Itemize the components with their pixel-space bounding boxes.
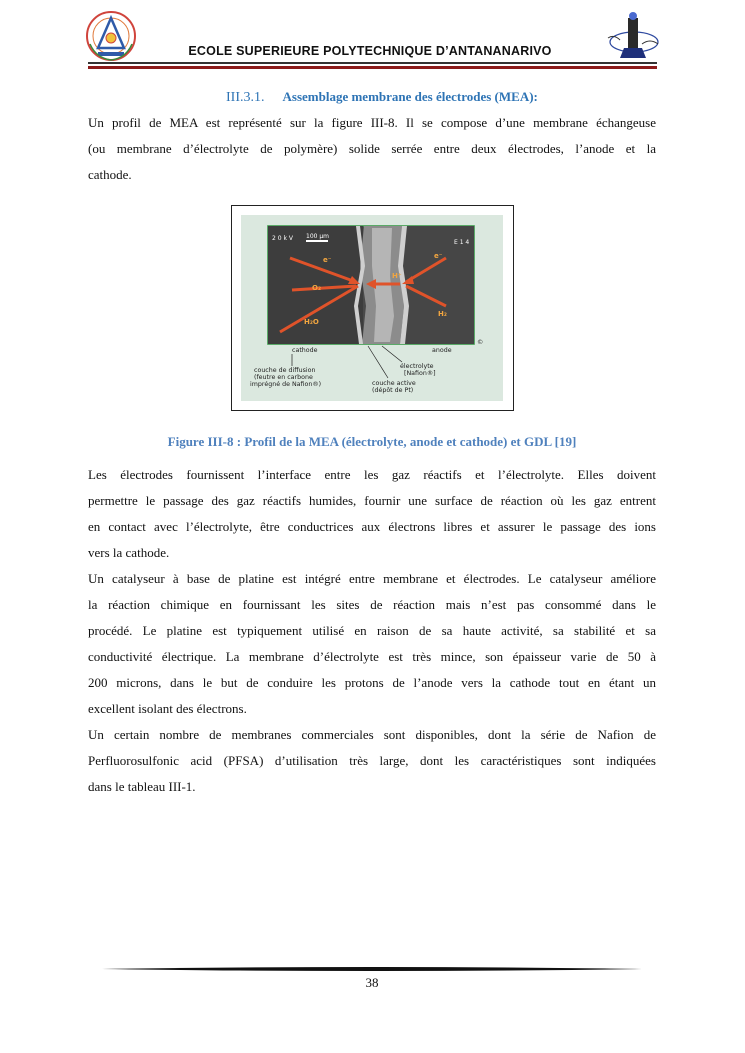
copyright-mark: © [477,339,484,346]
header-rule-bottom [88,66,657,69]
section-heading [226,89,538,106]
diffusion-label-3: imprégné de Nafion®) [250,381,322,388]
intro-paragraph [88,110,656,188]
text-line: la réaction chimique en fournissant les sites de réaction mais n’est pas consommé dans le [88,597,656,612]
electrolyte-label-1: électrolyte [400,363,434,370]
active-layer-label-2: (dépôt de Pt) [372,387,414,394]
text-line: permettre le passage des gaz réactifs humides, fournir une surface de réaction où les gaz entrent [88,493,656,508]
text-line: vers la cathode. [88,545,170,560]
proton-label: H⁺ [392,272,402,280]
electrolyte-label-2: [Nafion®] [404,370,436,377]
mea-micrograph [232,206,513,410]
h2-label: H₂ [438,310,447,318]
section-number: III.3.1. [226,90,265,105]
text-line: Perfluorosulfonic acid (PFSA) d’utilisation très large, dont les caractéristiques sont indiquées [88,753,656,768]
anode-label: anode [432,347,452,354]
scale-label: 100 µm [306,233,330,240]
text-line: cathode. [88,167,132,182]
micrograph-margin-text-right: E 1 4 [454,239,470,246]
text-line: en contact avec l’électrolyte, être conductrices aux électrons libres et assurer le passage des ions [88,519,656,534]
text-line: excellent isolant des électrons. [88,701,247,716]
micrograph-margin-text: 2 0 k V [272,235,293,242]
h2o-label: H₂O [304,318,319,326]
page-number: 38 [365,975,379,990]
electron-right: e⁻ [434,252,443,260]
text-line: Les électrodes fournissent l’interface entre les gaz réactifs et l’électrolyte. Elles doivent [88,467,656,482]
electron-left: e⁻ [323,256,332,264]
school-logo-right [604,8,660,64]
o2-label: O₂ [312,284,322,292]
active-layer-label-1: couche active [372,380,416,387]
school-name: ECOLE SUPERIEURE POLYTECHNIQUE D’ANTANANARIVO [188,44,552,58]
footer-rule [102,966,642,972]
text-line: (ou membrane d’électrolyte de polymère) solide serrée entre deux électrodes, l’anode et la [88,141,656,156]
section-title: Assemblage membrane des électrodes (MEA): [282,89,538,104]
text-line: Un catalyseur à base de platine est intégré entre membrane et électrodes. Le catalyseur améliore [88,571,656,586]
text-line: Un certain nombre de membranes commerciales sont disponibles, dont la série de Nafion de [88,727,656,742]
body-paragraphs [88,462,656,800]
diffusion-label-1: couche de diffusion [254,367,316,374]
text-line: Un profil de MEA est représenté sur la figure III-8. Il se compose d’une membrane échangeuse [88,115,656,130]
header-rule-top [88,62,657,64]
text-line: conductivité électrique. La membrane d’électrolyte est très mince, son épaisseur varie de 50 à [88,649,656,664]
diffusion-label-2: (feutre en carbone [254,374,313,381]
text-line: 200 microns, dans le but de conduire les protons de l’anode vers la cathode tout en étant un [88,675,656,690]
cathode-label: cathode [292,347,318,354]
figure-caption: Figure III-8 : Profil de la MEA (électrolyte, anode et cathode) et GDL [19] [167,434,577,449]
text-line: procédé. Le platine est typiquement utilisé en raison de sa haute activité, sa stabilité et sa [88,623,656,638]
figure-mea-profile [231,205,514,411]
text-line: dans le tableau III-1. [88,779,196,794]
school-logo-left [84,8,138,66]
